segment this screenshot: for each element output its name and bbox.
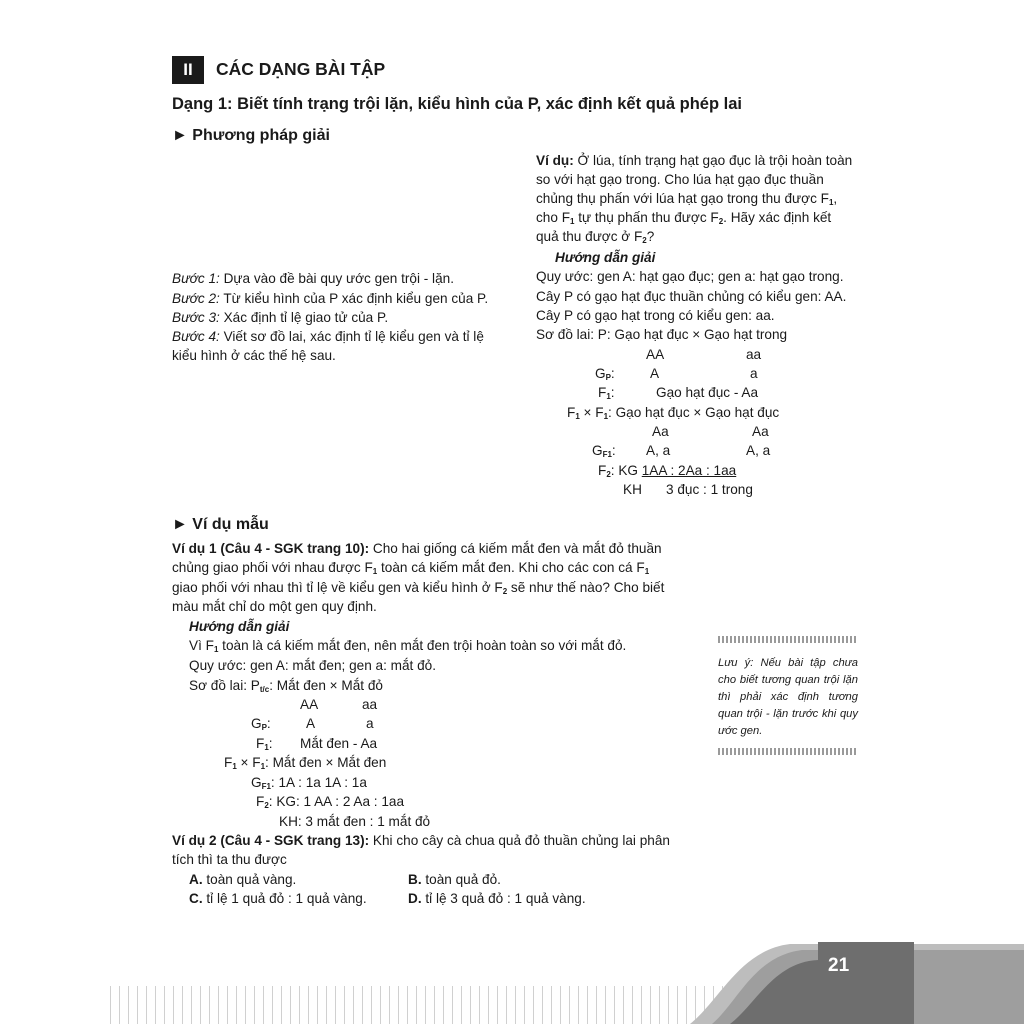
dang1-title: Dạng 1: Biết tính trạng trội lặn, kiểu hình của P, xác định kết quả phép lai xyxy=(172,95,742,113)
example-f1xf1: $F_1 \times F_1$: Gạo hạt đục × Gạo hạt đục xyxy=(567,405,780,421)
vd1-p-aa: AA xyxy=(300,697,319,712)
method-heading: ► Phương pháp giải xyxy=(172,127,330,144)
vd1-f1-label: $F_1$: xyxy=(256,736,273,752)
example-quy-uoc: Quy ước: gen A: hạt gạo đục; gen a: hạt gạo trong. xyxy=(536,269,844,284)
vd1-f1-text: Mắt đen - Aa xyxy=(300,736,378,751)
vd2-line-1: Ví dụ 2 (Câu 4 - SGK trang 13): Khi cho cây cà chua quả đỏ thuần chủng lai phân xyxy=(172,833,670,848)
note-bottom-divider xyxy=(718,748,857,755)
side-note: Lưu ý: Nếu bài tập chưa cho biết tương quan trội lặn thì phải xác định tương quan trội - lặn trước khi quy ước gen. xyxy=(718,657,858,737)
vd1-p-aa-recessive: aa xyxy=(362,697,378,712)
example-f1-text: Gạo hạt đục - Aa xyxy=(656,385,759,400)
vd1-guide-1: Vì $F_1$ toàn là cá kiếm mắt đen, nên mắt đen trội hoàn toàn so với mắt đỏ. xyxy=(189,638,627,654)
vd1-line-2: chủng giao phối với nhau được $F_1$ toàn cá kiếm mắt đen. Khi cho các con cá $F_1$ xyxy=(172,560,650,576)
example-gf1-a: A, a xyxy=(646,443,671,458)
step-4-cont: kiểu hình ở các thế hệ sau. xyxy=(172,348,336,363)
vd1-kh: KH: 3 mắt đen : 1 mắt đỏ xyxy=(279,814,431,829)
vd1-f1xf1: $F_1 \times F_1$: Mắt đen × Mắt đen xyxy=(224,755,387,771)
vd1-f2: $F_2$: KG: 1 AA : 2 Aa : 1aa xyxy=(256,794,405,810)
vd2-option-a: A. toàn quả vàng. xyxy=(189,872,297,887)
example-line-2: so với hạt gạo trong. Cho lúa hạt gạo đục thuần xyxy=(536,172,824,187)
example-gp-a: A xyxy=(650,366,660,381)
vd1-guide-3: Sơ đồ lai: $P_{t/c}$: Mắt đen × Mắt đỏ xyxy=(189,678,383,694)
example-f2: $F_2$: KG 1AA : 2Aa : 1aa xyxy=(598,463,737,479)
example-so-do: Sơ đồ lai: P: Gạo hạt đục × Gạo hạt trong xyxy=(536,327,788,342)
page-number: 21 xyxy=(828,955,850,976)
example-f1-label: $F_1$: xyxy=(598,385,615,401)
vd2-line-2: tích thì ta thu được xyxy=(172,852,287,867)
example-f1-aa-1: Aa xyxy=(652,424,669,439)
vd2-option-c: C. tỉ lệ 1 quả đỏ : 1 quả vàng. xyxy=(189,891,367,906)
step-3: Bước 3: Xác định tỉ lệ giao tử của P. xyxy=(172,310,389,325)
vd1-guide-2: Quy ước: gen A: mắt đen; gen a: mắt đỏ. xyxy=(189,658,436,673)
vd1-line-1: Ví dụ 1 (Câu 4 - SGK trang 10): Cho hai giống cá kiếm mắt đen và mắt đỏ thuần xyxy=(172,541,662,556)
example-kh-value: 3 đục : 1 trong xyxy=(666,482,753,497)
example-gp-b: a xyxy=(750,366,758,381)
example-guide-heading: Hướng dẫn giải xyxy=(555,250,656,265)
example-cay-2: Cây P có gạo hạt trong có kiểu gen: aa. xyxy=(536,308,775,323)
example-p-aa-recessive: aa xyxy=(746,347,762,362)
example-gp-label: $G_P$: xyxy=(595,366,615,382)
vd1-gp-label: $G_P$: xyxy=(251,716,271,732)
example-cay-1: Cây P có gạo hạt đục thuần chủng có kiểu gen: AA. xyxy=(536,289,847,304)
vd1-gp-b: a xyxy=(366,716,374,731)
example-gf1-b: A, a xyxy=(746,443,771,458)
example-gf1-label: $G_{F1}$: xyxy=(592,443,616,459)
sample-heading: ► Ví dụ mẫu xyxy=(172,516,269,533)
vd1-gp-a: A xyxy=(306,716,316,731)
vd1-line-4: màu mắt chỉ do một gen quy định. xyxy=(172,599,377,614)
example-line-3: chủng thụ phấn với lúa hạt gạo trong thu được $F_1$, xyxy=(536,191,838,207)
vd2-option-b: B. toàn quả đỏ. xyxy=(408,872,501,887)
step-4: Bước 4: Viết sơ đồ lai, xác định tỉ lệ kiểu gen và tỉ lệ xyxy=(172,329,484,344)
section-title: CÁC DẠNG BÀI TẬP xyxy=(216,59,386,79)
vd2-option-d: D. tỉ lệ 3 quả đỏ : 1 quả vàng. xyxy=(408,891,586,906)
vd1-line-3: giao phối với nhau thì tỉ lệ về kiểu gen và kiểu hình ở $F_2$ sẽ như thế nào? Cho biết xyxy=(172,580,665,596)
vd1-guide-heading: Hướng dẫn giải xyxy=(189,619,290,634)
section-number-badge: II xyxy=(172,56,204,84)
example-f1-aa-2: Aa xyxy=(752,424,769,439)
example-kh-label: KH xyxy=(623,482,642,497)
example-line-5: quả thu được ở $F_2$? xyxy=(536,229,655,245)
note-top-divider xyxy=(718,636,857,643)
example-p-aa: AA xyxy=(646,347,665,362)
vd1-gf1: $G_{F1}$: 1A : 1a 1A : 1a xyxy=(251,775,367,791)
example-line-4: cho $F_1$ tự thụ phấn thu được $F_2$. Hãy xác định kết xyxy=(536,210,832,226)
example-line-1: Ví dụ: Ở lúa, tính trạng hạt gạo đục là trội hoàn toàn xyxy=(536,153,853,168)
step-2: Bước 2: Từ kiểu hình của P xác định kiểu gen của P. xyxy=(172,291,489,306)
step-1: Bước 1: Dựa vào đề bài quy ước gen trội - lặn. xyxy=(172,271,454,286)
